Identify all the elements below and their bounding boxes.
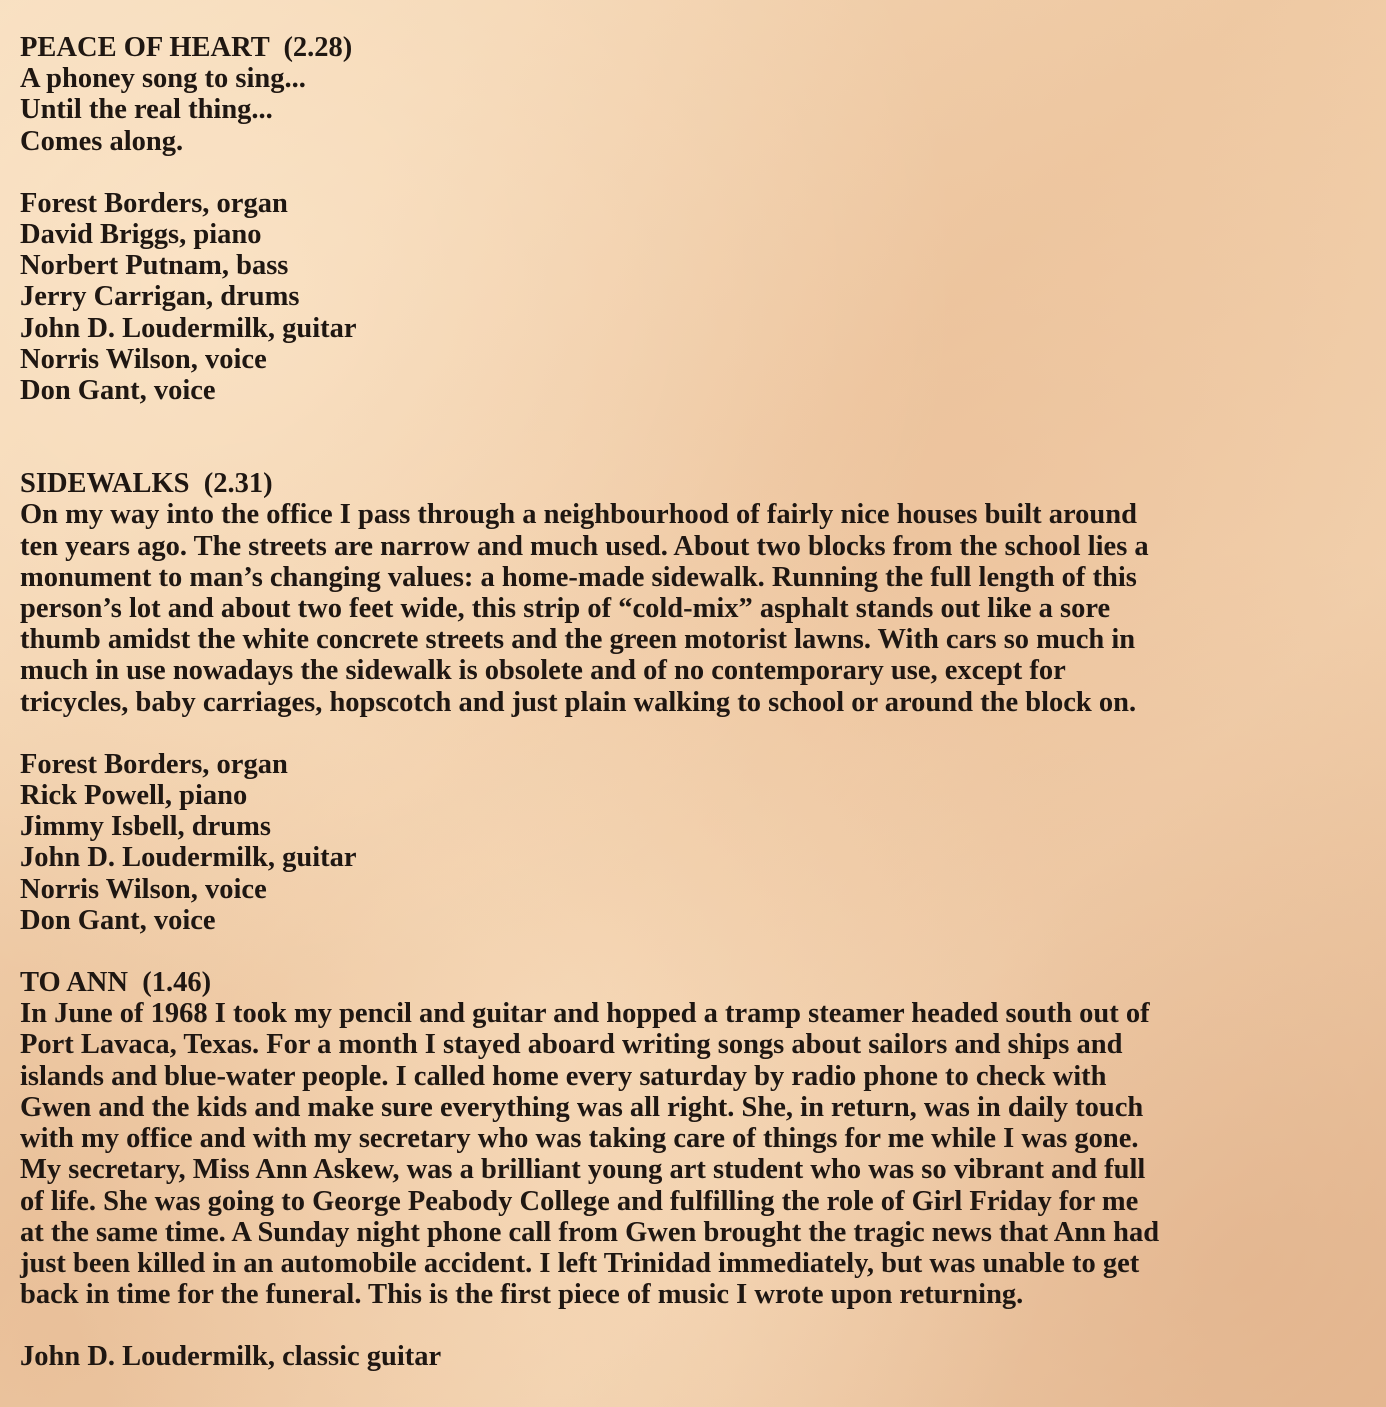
song-notes [20,499,1360,717]
musician-credits [20,749,1360,936]
song-title: PEACE OF HEART (2.28) [20,32,353,63]
song-section-sidewalks [20,468,1360,936]
song-lyrics [20,63,1360,157]
note-line: person’s lot and about two feet wide, this strip of “cold-mix” asphalt stands out like a sore [20,593,1111,625]
note-line: In June of 1968 I took my pencil and guitar and hopped a tramp steamer headed south out of [20,998,1150,1030]
song-section-to-ann [20,967,1360,1372]
credit-line: John D. Loudermilk, classic guitar [20,1341,442,1373]
credit-line: John D. Loudermilk, guitar [20,312,357,344]
note-line: Port Lavaca, Texas. For a month I stayed aboard writing songs about sailors and ships and [20,1029,1123,1061]
note-line: much in use nowadays the sidewalk is obsolete and of no contemporary use, except for [20,655,1066,687]
credit-line: Jerry Carrigan, drums [20,281,300,313]
credit-line: Forest Borders, organ [20,187,288,219]
credit-line: David Briggs, piano [20,219,262,251]
song-section-peace-of-heart [20,32,1360,406]
credit-line: Forest Borders, organ [20,748,288,780]
credit-line: Don Gant, voice [20,375,216,407]
note-line: thumb amidst the white concrete streets and the green motorist lawns. With cars so much in [20,624,1136,656]
lyric-line: A phoney song to sing... [20,63,306,95]
note-line: ten years ago. The streets are narrow and much used. About two blocks from the school lies a [20,530,1149,562]
note-line: islands and blue-water people. I called home every saturday by radio phone to check with [20,1060,1107,1092]
note-line: at the same time. A Sunday night phone call from Gwen brought the tragic news that Ann had [20,1216,1160,1248]
note-line: tricycles, baby carriages, hopscotch and just plain walking to school or around the block on. [20,686,1137,718]
liner-notes-page [20,32,1360,1373]
credit-line: Jimmy Isbell, drums [20,811,271,843]
note-line: just been killed in an automobile accident. I left Trinidad immediately, but was unable to get [20,1247,1140,1279]
credit-line: Norris Wilson, voice [20,873,267,905]
musician-credits [20,188,1360,406]
note-line: Gwen and the kids and make sure everything was all right. She, in return, was in daily touch [20,1091,1144,1123]
song-title: SIDEWALKS (2.31) [20,468,273,500]
lyric-line: Until the real thing... [20,94,273,126]
note-line: monument to man’s changing values: a home-made sidewalk. Running the full length of this [20,561,1137,593]
musician-credits [20,1341,1360,1372]
note-line: with my office and with my secretary who was taking care of things for me while I was gone. [20,1123,1139,1155]
credit-line: Don Gant, voice [20,904,216,936]
lyric-line: Comes along. [20,125,184,157]
song-notes [20,998,1360,1310]
credit-line: Rick Powell, piano [20,780,248,812]
credit-line: Norbert Putnam, bass [20,250,289,282]
note-line: back in time for the funeral. This is the first piece of music I wrote upon returning. [20,1279,1024,1311]
note-line: My secretary, Miss Ann Askew, was a brilliant young art student who was so vibrant and full [20,1154,1146,1186]
note-line: of life. She was going to George Peabody College and fulfilling the role of Girl Friday for me [20,1185,1139,1217]
song-title: TO ANN (1.46) [20,967,212,999]
credit-line: John D. Loudermilk, guitar [20,842,357,874]
note-line: On my way into the office I pass through a neighbourhood of fairly nice houses built around [20,499,1137,531]
credit-line: Norris Wilson, voice [20,343,267,375]
